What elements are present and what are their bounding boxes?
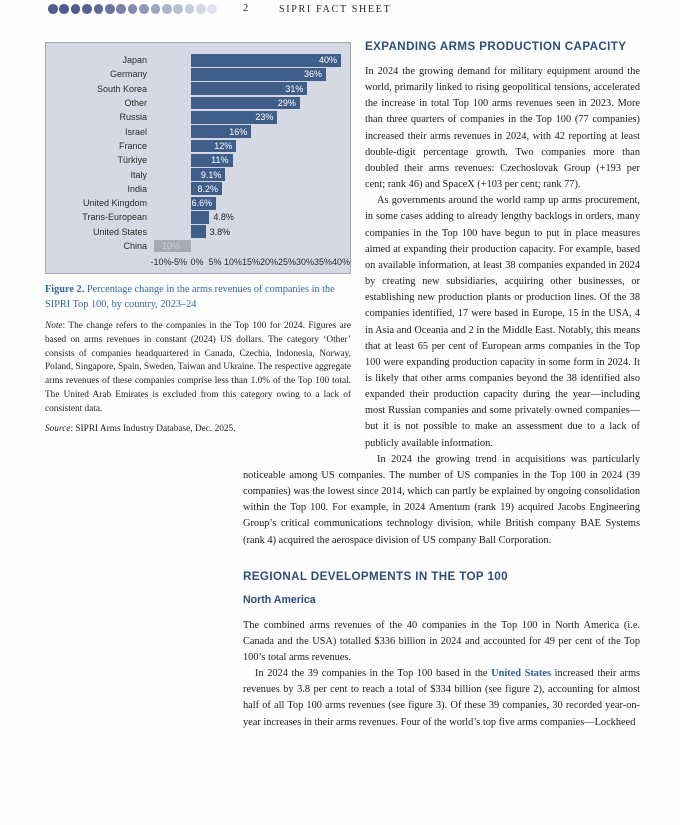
chart-row bbox=[52, 182, 341, 196]
chart-rows bbox=[52, 53, 341, 253]
axis-tick-label: 40% bbox=[331, 257, 351, 268]
chart-plot-cell bbox=[154, 68, 341, 81]
chart-plot-cell bbox=[154, 211, 341, 224]
paragraph bbox=[243, 666, 640, 731]
chart-plot-cell bbox=[154, 154, 341, 167]
axis-tick-label: 25% bbox=[277, 257, 297, 268]
chart-category-label: Italy bbox=[130, 169, 147, 180]
chart-row bbox=[52, 196, 341, 210]
chart-value-label: 11% bbox=[211, 155, 229, 166]
source-text: : SIPRI Arms Industry Database, Dec. 2025. bbox=[70, 424, 236, 435]
chart-value-label: 12% bbox=[214, 140, 233, 151]
chart-plot-cell bbox=[154, 140, 341, 153]
figure2-block bbox=[45, 42, 351, 450]
note-text: : The change refers to the companies in the Top 100 for 2024. Figures are based on arms revenues in constant (2024) US dollars. The category ‘Other’ consists of companies headquartered in Canada, Czechia, Indonesia, Norway, Poland, Singapore, Spain, Sweden, Taiwan and Ukraine. The respective aggregate arms revenues of these companies comprise less than 1.0% of the Top 100 total. The United Arab Emirates is excluded from this category owing to a lack of consistent data. bbox=[45, 321, 351, 414]
chart-category-label: Israel bbox=[124, 126, 147, 137]
chart-category-label: Russia bbox=[119, 112, 147, 123]
paragraph: In 2024 the growing trend in acquisitions was particularly noticeable among US companies. The number of US companies in the Top 100 in 2024 (39 companies) was the lowest since 2014, which can partly be explained by ongoing consolidation within the Top 100. For example, in 2024 Amentum (rank 19) acquired Jacobs Engineering Group’s critical communications technology division, while British company BAE Systems (rank 4) acquired the aerospace division of US company Ball Corporation. bbox=[243, 453, 640, 546]
chart-row bbox=[52, 139, 341, 153]
chart-value-label: 31% bbox=[285, 83, 304, 94]
header-dot-icon bbox=[59, 4, 69, 14]
paragraph-text: increased their arms revenues by 3.8 per cent to reach a total of $334 billion (see figure 2), accounting for almost half of all Top 100 arms revenues (see figure 3). Of these 39 companies, 30 recorded year-on-year increases in their arms revenues. Four of the world’s top five arms companies—Lockheed bbox=[243, 668, 641, 728]
chart-row bbox=[52, 167, 341, 181]
page-number: 2 bbox=[243, 3, 250, 14]
chart-plot-cell bbox=[154, 82, 341, 95]
axis-tick-label: 5% bbox=[208, 257, 222, 268]
paragraph-text: In 2024 the 39 companies in the Top 100 based in the bbox=[255, 668, 492, 680]
chart-row bbox=[52, 225, 341, 239]
chart-value-label: 29% bbox=[277, 98, 296, 109]
chart-row bbox=[52, 96, 341, 110]
chart-value-label: 9.1% bbox=[200, 169, 222, 180]
main-column bbox=[45, 38, 641, 731]
figure-caption bbox=[45, 283, 351, 312]
header-dot-icon bbox=[48, 4, 58, 14]
chart-category-label: India bbox=[127, 183, 147, 194]
figure-caption-label: Figure 2. bbox=[45, 284, 85, 296]
chart-value-label: 3.8% bbox=[209, 226, 231, 237]
header-dot-icon bbox=[196, 4, 206, 14]
publication-title: SIPRI FACT SHEET bbox=[279, 3, 392, 15]
chart-x-axis bbox=[52, 257, 351, 270]
axis-tick-label: 0% bbox=[190, 257, 204, 268]
axis-tick-label: 30% bbox=[295, 257, 315, 268]
chart-value-label: -10% bbox=[159, 241, 181, 251]
chart-category-label: Other bbox=[124, 98, 147, 109]
axis-tick-label: 20% bbox=[259, 257, 279, 268]
header-dot-strip bbox=[48, 4, 217, 14]
chart-value-label: 23% bbox=[255, 112, 274, 123]
header-dot-icon bbox=[128, 4, 138, 14]
chart-category-label: United States bbox=[92, 226, 147, 237]
figure-caption-text: Percentage change in the arms revenues of companies in the SIPRI Top 100, by country, 2023–24 bbox=[45, 284, 335, 310]
header-dot-icon bbox=[185, 4, 195, 14]
axis-tick-label: 10% bbox=[223, 257, 243, 268]
figure2-chart bbox=[45, 42, 351, 274]
subheading-north-america: North America bbox=[243, 593, 316, 606]
axis-tick-label: -10% bbox=[150, 257, 172, 268]
chart-category-label: Türkiye bbox=[117, 155, 147, 166]
figure-source bbox=[45, 423, 351, 437]
chart-row bbox=[52, 53, 341, 67]
chart-bar bbox=[191, 225, 205, 238]
header-dot-icon bbox=[151, 4, 161, 14]
paragraph: As governments around the world ramp up arms procurement, in some cases adding to already lengthy backlogs in orders, many companies in the Top 100 have begun to put in place measures aimed at expanding their production capacity. For example, based on available information, at least 38 companies expanded in 2024 by creating new subsidiaries, acquiring other businesses, or establishing new production plants or production lines. Of the 38 companies identified, 17 were based in Europe, 15 in the USA, 4 in Asia and Oceania and 2 in the Middle East. Notably, this means that at least 65 per cent of European arms companies in the Top 100 were expanding production capacity in some form in 2024. It is likely that other arms companies beyond the 38 identified also expanded their production capacity during the year—including most Russian companies and some privately owned companies—but it is not possible to make an assessment due to a lack of publicly available information. bbox=[365, 195, 640, 449]
chart-row bbox=[52, 124, 341, 138]
chart-plot-cell bbox=[154, 54, 341, 67]
chart-category-label: France bbox=[118, 140, 147, 151]
header-dot-icon bbox=[94, 4, 104, 14]
axis-tick-label: 15% bbox=[241, 257, 261, 268]
chart-plot-cell bbox=[154, 197, 341, 210]
note-label: Note bbox=[45, 321, 63, 332]
section-heading-expanding-capacity: EXPANDING ARMS PRODUCTION CAPACITY bbox=[365, 40, 627, 53]
chart-category-label: United Kingdom bbox=[82, 198, 147, 209]
header-dot-icon bbox=[207, 4, 217, 14]
chart-plot-cell bbox=[154, 182, 341, 195]
chart-bar bbox=[191, 211, 209, 224]
header-dot-icon bbox=[139, 4, 149, 14]
axis-track bbox=[150, 257, 351, 270]
chart-value-label: 8.2% bbox=[197, 183, 219, 194]
chart-category-label: South Korea bbox=[96, 83, 147, 94]
chart-value-label: 36% bbox=[304, 69, 323, 80]
header-dot-icon bbox=[116, 4, 126, 14]
section-heading-regional-developments: REGIONAL DEVELOPMENTS IN THE TOP 100 bbox=[243, 569, 509, 583]
chart-value-label: 6.6% bbox=[191, 198, 213, 209]
figure-note bbox=[45, 320, 351, 416]
axis-tick-label: -5% bbox=[170, 257, 188, 268]
header-dot-icon bbox=[82, 4, 92, 14]
chart-plot-cell bbox=[154, 97, 341, 110]
chart-row bbox=[52, 67, 341, 81]
header-dot-icon bbox=[71, 4, 81, 14]
chart-category-label: Germany bbox=[109, 69, 147, 80]
header-dot-icon bbox=[173, 4, 183, 14]
chart-row bbox=[52, 82, 341, 96]
chart-value-label: 40% bbox=[318, 55, 337, 66]
chart-category-label: China bbox=[123, 241, 147, 251]
chart-row bbox=[52, 210, 341, 224]
axis-tick-label: 35% bbox=[313, 257, 333, 268]
chart-plot-cell bbox=[154, 111, 341, 124]
united-states-link[interactable]: United States bbox=[491, 668, 552, 680]
chart-category-label: Japan bbox=[122, 55, 147, 66]
chart-plot-cell bbox=[154, 125, 341, 138]
chart-row bbox=[52, 153, 341, 167]
chart-row bbox=[52, 239, 341, 253]
source-label: Source bbox=[45, 424, 71, 435]
header-dot-icon bbox=[162, 4, 172, 14]
paragraph: The combined arms revenues of the 40 companies in the Top 100 in North America (i.e. Canada and the USA) totalled $336 billion in 2024 and accounted for 49 per cent of the Top 100’s total arms revenues. bbox=[243, 619, 640, 663]
chart-value-label: 16% bbox=[229, 126, 248, 137]
chart-value-label: 4.8% bbox=[213, 212, 234, 223]
chart-row bbox=[52, 110, 341, 124]
chart-plot-cell bbox=[154, 240, 341, 253]
chart-plot-cell bbox=[154, 168, 341, 181]
axis-spacer bbox=[52, 257, 161, 270]
paragraph: In 2024 the growing demand for military equipment around the world, primarily linked to rising geopolitical tensions, accelerated the increase in total Top 100 arms revenues seen in 2023. More than three quarters of companies in the Top 100 (77 companies) increased their arms revenues in 2024, with 42 reporting at least double-digit percentage growth. Two companies more than doubled their arms revenues: Czechoslovak Group (+193 per cent; rank 46) and SpaceX (+103 per cent; rank 77). bbox=[365, 66, 640, 191]
chart-category-label: Trans-European bbox=[82, 212, 147, 223]
chart-plot-cell bbox=[154, 225, 341, 238]
header-dot-icon bbox=[105, 4, 115, 14]
